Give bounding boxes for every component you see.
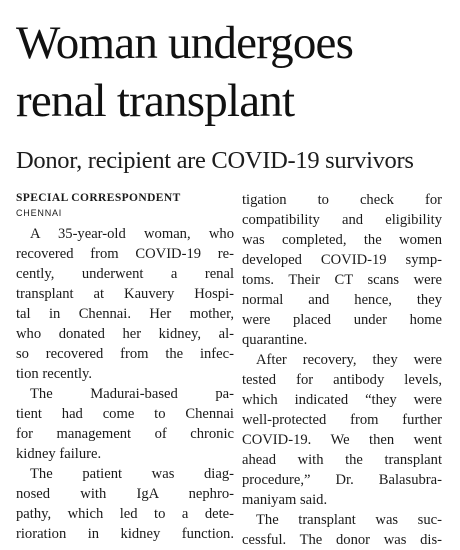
body-line: recovered from COVID-19 re-	[16, 246, 234, 262]
body-line: developed COVID-19 symp-	[242, 252, 442, 268]
body-line: A 35-year-old woman, who	[30, 226, 234, 242]
body-line: well-protected from further	[242, 412, 442, 428]
body-line: was completed, the women	[242, 232, 442, 248]
body-line: so recovered from the infec-	[16, 346, 234, 362]
body-line: pathy, which led to a dete-	[16, 506, 234, 522]
body-line: maniyam said.	[242, 492, 328, 508]
body-line: COVID-19. We then went	[242, 432, 442, 448]
body-line: kidney failure.	[16, 446, 102, 462]
body-line: The transplant was suc-	[256, 512, 442, 528]
body-line: for management of chronic	[16, 426, 234, 442]
body-line: compatibility and eligibility	[242, 212, 442, 228]
body-line: nosed with IgA nephro-	[16, 486, 234, 502]
body-line: tal in Chennai. Her mother,	[16, 306, 234, 322]
body-line: The Madurai-based pa-	[30, 386, 234, 402]
body-line: were placed under home	[242, 312, 442, 328]
body-line: normal and hence, they	[242, 292, 442, 308]
body-line: toms. Their CT scans were	[242, 272, 442, 288]
body-line: ahead with the transplant	[242, 452, 442, 468]
body-line: After recovery, they were	[256, 352, 442, 368]
body-line: tested for antibody levels,	[242, 372, 442, 388]
body-line: cently, underwent a renal	[16, 266, 234, 282]
body-line: which indicated “they were	[242, 392, 442, 408]
body-line: who donated her kidney, al-	[16, 326, 234, 342]
body-line: cessful. The donor was dis-	[242, 532, 442, 548]
right-column	[242, 190, 442, 550]
left-column	[16, 190, 234, 544]
subheadline: Donor, recipient are COVID-19 survivors	[16, 147, 414, 174]
headline: Woman undergoes renal transplant	[16, 17, 354, 127]
body-line: tion recently.	[16, 366, 93, 382]
body-line: The patient was diag-	[30, 466, 234, 482]
body-line: tient had come to Chennai	[16, 406, 234, 422]
byline: SPECIAL CORRESPONDENT	[16, 192, 181, 204]
body-line: transplant at Kauvery Hospi-	[16, 286, 234, 302]
body-line: tigation to check for	[242, 192, 442, 208]
body-line: procedure,” Dr. Balasubra-	[242, 472, 442, 488]
body-line: rioration in kidney function.	[16, 526, 234, 542]
body-line: quarantine.	[242, 332, 308, 348]
dateline: CHENNAI	[16, 208, 63, 218]
